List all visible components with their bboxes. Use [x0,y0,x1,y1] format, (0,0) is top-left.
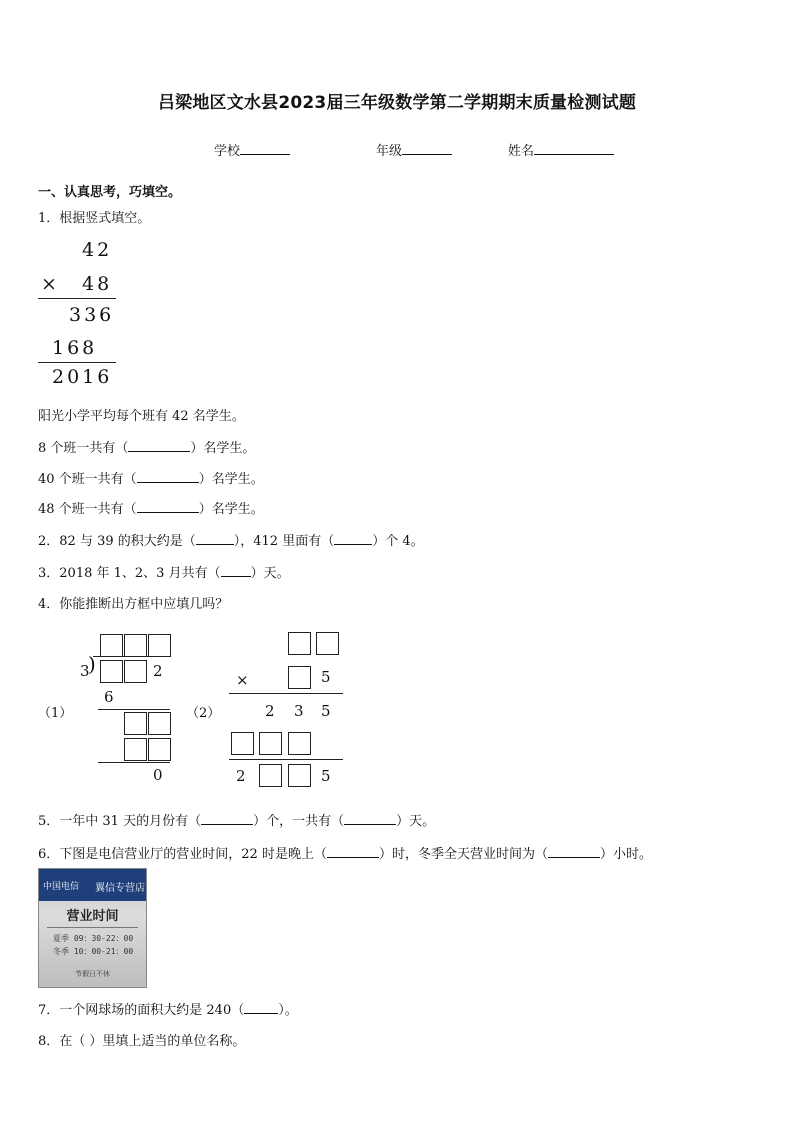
question-1-prompt: 1．根据竖式填空。 [38,211,151,226]
telecom-logo: 中国电信 [43,882,80,892]
question-8: 8．在（ ）里填上适当的单位名称。 [38,1034,246,1049]
question-6: 6．下图是电信营业厅的营业时间，22 时是晚上（ ）时，冬季全天营业时间为（ ）小时。 [38,847,652,862]
multiplier-digit: 5 [321,668,331,686]
partial-box[interactable] [231,732,254,755]
quotient-box[interactable] [100,634,123,657]
answer-blank[interactable] [548,857,600,858]
divisor: 3 [80,662,90,680]
question-5: 5．一年中 31 天的月份有（ ）个，一共有（ ）天。 [38,814,436,829]
dividend-box[interactable] [100,660,123,683]
calc-rule-1 [38,298,116,299]
photo-divider [47,927,138,928]
times-sign: × [41,273,60,295]
subtract-box[interactable] [148,738,171,761]
question-1-line-c: 48 个班一共有（ ）名学生。 [38,502,264,517]
answer-blank[interactable] [244,1013,278,1014]
school-field[interactable] [214,140,290,159]
summer-hours: 夏季 09：30-22：00 [53,934,134,943]
answer-blank[interactable] [327,857,379,858]
calc-rule-2 [38,362,116,363]
part-1-label: （1） [38,706,73,721]
multiplicand: 42 [82,239,113,261]
name-field[interactable] [508,140,614,159]
answer-blank[interactable] [344,824,396,825]
dividend-box[interactable] [124,660,147,683]
product-result: 2016 [52,366,113,388]
dividend-digit: 2 [153,662,163,680]
store-sign: 翼信专营店 [95,883,145,894]
question-1-line-b: 40 个班一共有（ ）名学生。 [38,472,264,487]
remainder-box[interactable] [124,712,147,735]
answer-blank[interactable] [137,482,199,483]
multiplier-box[interactable] [288,666,311,689]
times-sign: × [236,671,249,689]
division-bar [93,656,170,657]
partial-digit: 2 [265,702,275,720]
holiday-note: 节假日不休 [75,970,110,978]
partial-digit: 3 [294,702,304,720]
answer-blank[interactable] [196,544,234,545]
multiplicand-box[interactable] [316,632,339,655]
subtract-digit: 6 [104,688,114,706]
answer-blank[interactable] [221,576,251,577]
product-box[interactable] [259,764,282,787]
question-7: 7．一个网球场的面积大约是 240（ ）。 [38,1003,298,1018]
answer-blank[interactable] [201,824,253,825]
partial-product-1: 336 [69,304,115,326]
multiplicand-box[interactable] [288,632,311,655]
page-title: 吕梁地区文水县2023届三年级数学第二学期期末质量检测试题 [157,93,637,113]
school-blank[interactable] [240,154,290,155]
business-hours-photo [38,868,147,988]
question-1-context: 阳光小学平均每个班有 42 名学生。 [38,409,245,424]
subtract-box[interactable] [124,738,147,761]
product-box[interactable] [288,764,311,787]
quotient-box[interactable] [148,634,171,657]
division-rule-1 [98,709,170,710]
quotient-box[interactable] [124,634,147,657]
product-digit: 5 [321,767,331,785]
division-rule-2 [98,762,170,763]
part-2-label: （2） [186,706,221,721]
multiplier: 48 [82,273,113,295]
final-remainder: 0 [153,766,163,784]
partial-box[interactable] [259,732,282,755]
name-label: 姓名 [508,144,535,159]
question-2: 2．82 与 39 的积大约是（ ），412 里面有（ ）个 4。 [38,534,424,549]
question-3: 3．2018 年 1、2、3 月共有（ ）天。 [38,566,290,581]
mult-rule-2 [229,759,343,760]
name-blank[interactable] [534,154,614,155]
hours-heading: 营业时间 [66,909,119,924]
grade-blank[interactable] [402,154,452,155]
section-heading: 一、认真思考，巧填空。 [38,185,182,200]
winter-hours: 冬季 10：00-21：00 [53,947,134,956]
partial-product-2: 168 [52,337,98,359]
question-4-prompt: 4．你能推断出方框中应填几吗？ [38,597,229,612]
answer-blank[interactable] [137,512,199,513]
partial-digit: 5 [321,702,331,720]
division-bracket: ) [88,652,96,676]
grade-label: 年级 [376,144,403,159]
school-label: 学校 [214,144,241,159]
answer-blank[interactable] [128,451,190,452]
remainder-box[interactable] [148,712,171,735]
mult-rule-1 [229,693,343,694]
grade-field[interactable] [376,140,452,159]
product-digit: 2 [236,767,246,785]
question-1-line-a: 8 个班一共有（ ）名学生。 [38,441,256,456]
partial-box[interactable] [288,732,311,755]
answer-blank[interactable] [334,544,372,545]
